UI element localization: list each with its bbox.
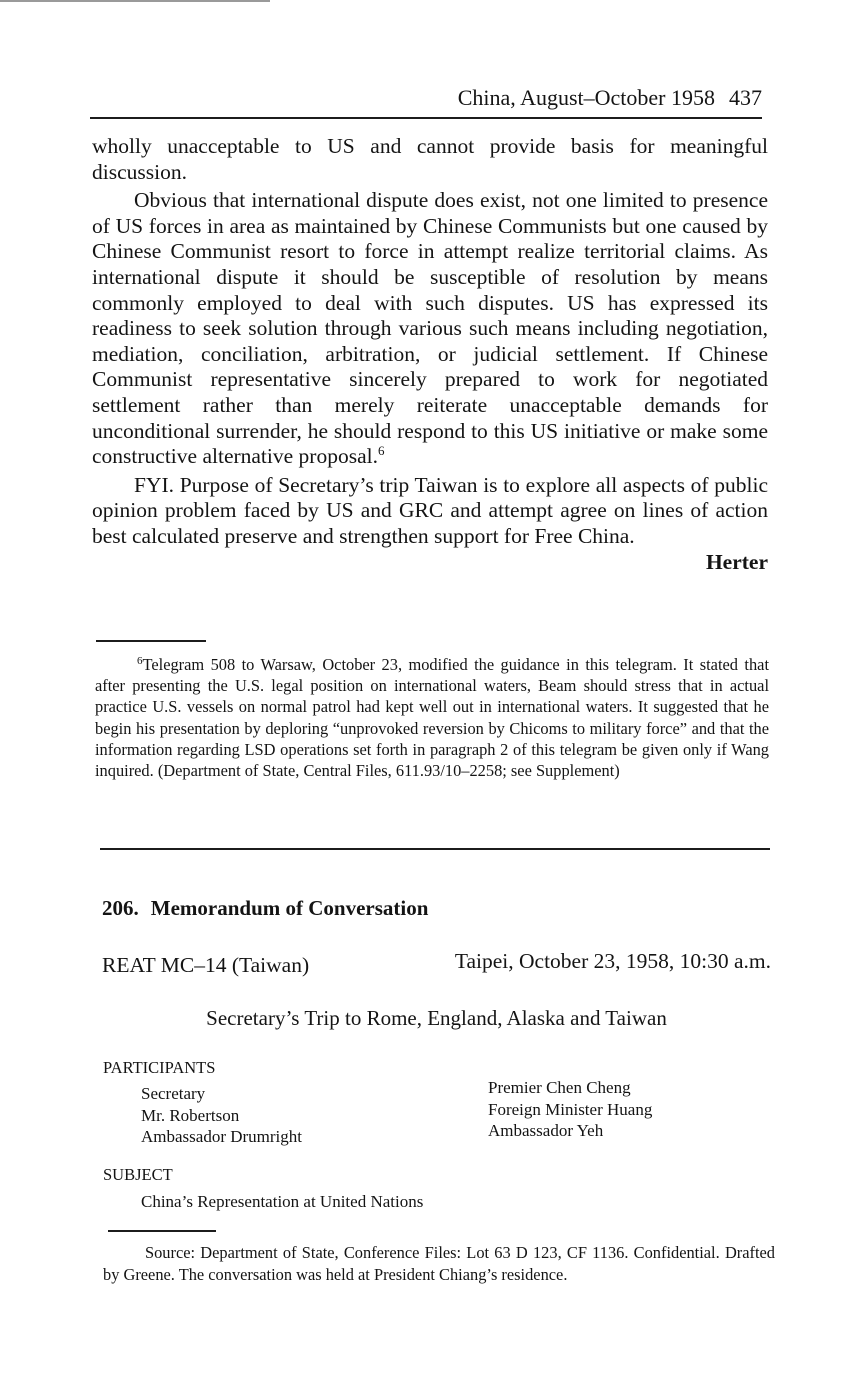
participants-grc-list <box>488 1077 652 1142</box>
footnote-text: Telegram 508 to Warsaw, October 23, modified the guidance in this telegram. It stated that after presenting the U.S. legal position on international waters, Beam should stress that in actual practice U.S. vessels on normal patrol had kept well out in international waters. It suggested that he begin his presentation by deploring “unprovoked reversion by Chicoms to military force” and that the information regarding LSD operations set forth in paragraph 2 of this telegram be given only if Wang inquired. (Department of State, Central Files, 611.93/10–2258; see Supplement) <box>95 655 769 781</box>
participant: Ambassador Yeh <box>488 1121 604 1140</box>
body-paragraph <box>92 188 768 470</box>
source-note-rule <box>108 1230 216 1232</box>
footnote-paragraph <box>95 654 769 781</box>
participant: Secretary <box>141 1084 206 1103</box>
subject-value: China’s Representation at United Nations <box>141 1192 424 1211</box>
footnote-marker: 6 <box>137 655 143 667</box>
footnote <box>95 654 769 781</box>
document-number: 206. <box>102 896 139 920</box>
body-paragraph-fyi: FYI. Purpose of Secretary’s trip Taiwan is to explore all aspects of public opinion problem faced by US and GRC and attempt agree on lines of action best calculated preserve and strengthen support for Free China. <box>92 472 768 548</box>
running-head-title: China, August–October 1958 <box>457 85 715 110</box>
subject-label: SUBJECT <box>103 1165 173 1184</box>
document-place-date: Taipei, October 23, 1958, 10:30 a.m. <box>454 949 771 973</box>
source-note-text: Source: Department of State, Conference Files: Lot 63 D 123, CF 1136. Confidential. Drafted by Greene. The conversation was held at President Chiang’s residence. <box>103 1243 775 1284</box>
document-reference: REAT MC–14 (Taiwan) <box>102 953 310 977</box>
document-title: Memorandum of Conversation <box>150 896 429 920</box>
source-note <box>103 1242 775 1285</box>
body-paragraph-text: Obvious that international dispute does exist, not one limited to presence of US forces in area as maintained by Chinese Communists but one caused by Chinese Communist resort to force in attempt realize territorial claims. As international dispute it should be susceptible of resolution by means commonly employed to deal with such disputes. US has expressed its readiness to seek solution through various such means including negotiation, mediation, conciliation, arbitration, or judicial settlement. If Chinese Communist representative sincerely prepared to work for negotiated settlement rather than merely reiterate unacceptable demands for unconditional surrender, he should respond to this US initiative or make some constructive alternative proposal. <box>92 188 768 469</box>
participant: Premier Chen Cheng <box>488 1078 631 1097</box>
footnote-rule <box>96 640 206 642</box>
page-number: 437 <box>729 85 762 110</box>
participants-us-list <box>141 1083 302 1148</box>
signature: Herter <box>705 549 768 574</box>
header-rule <box>90 117 762 119</box>
document-heading <box>102 894 428 922</box>
document-subject-line: Secretary’s Trip to Rome, England, Alaska and Taiwan <box>206 1006 667 1030</box>
body-text <box>92 134 768 575</box>
participant: Ambassador Drumright <box>141 1127 303 1146</box>
section-divider <box>100 848 770 850</box>
participant: Mr. Robertson <box>141 1105 240 1125</box>
running-head <box>90 84 762 112</box>
participant: Foreign Minister Huang <box>488 1099 653 1119</box>
participants-label: PARTICIPANTS <box>103 1058 216 1077</box>
scan-edge-line <box>0 0 270 2</box>
footnote-reference: 6 <box>377 443 385 459</box>
body-paragraph-continued: wholly unacceptable to US and cannot provide basis for meaningful discussion. <box>92 134 768 184</box>
